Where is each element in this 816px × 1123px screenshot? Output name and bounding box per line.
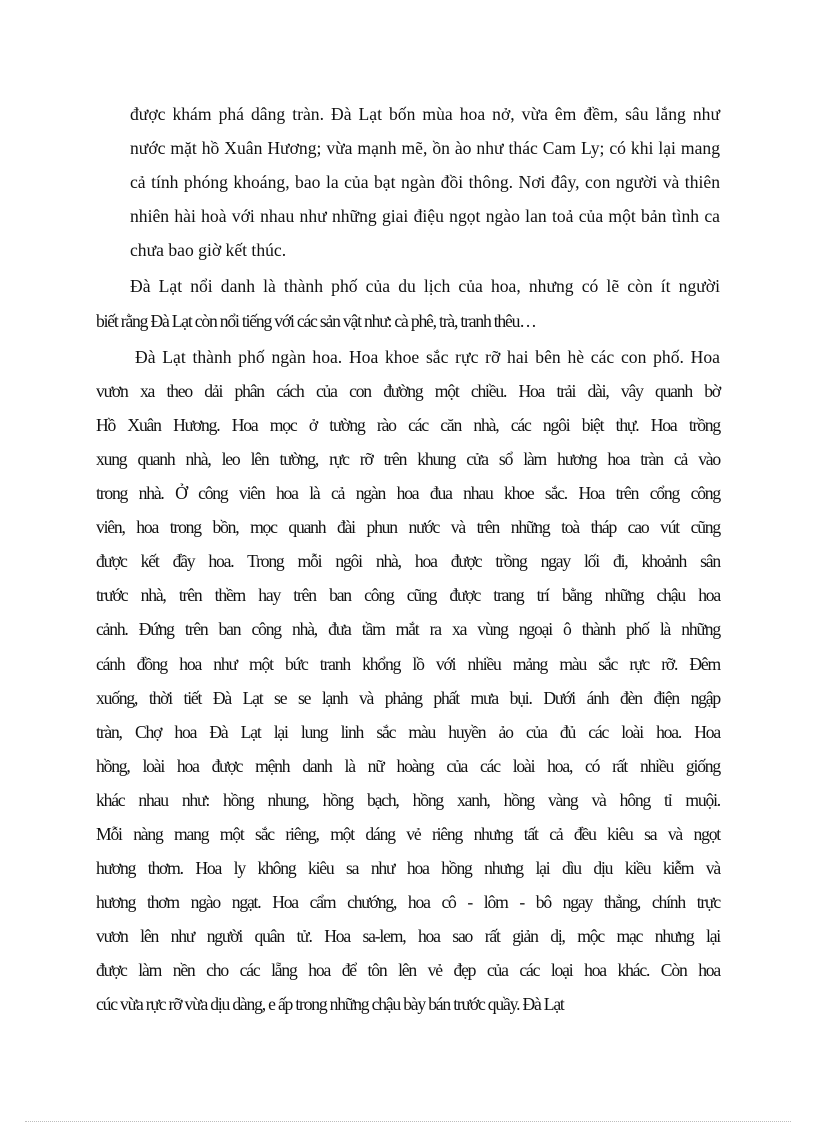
document-page xyxy=(96,97,720,1022)
text-line: cúc vừa rực rỡ vừa dịu dàng, e ấp trong những chậu bày bán trước quầy. Đà Lạt xyxy=(96,994,564,1015)
page-bottom-border xyxy=(25,1121,791,1122)
text-line: vươn lên như người quân tử. Hoa sa-lem, hoa sao rất giản dị, mộc mạc nhưng lại xyxy=(96,926,720,947)
text-line: được khám phá dâng tràn. Đà Lạt bốn mùa hoa nở, vừa êm đềm, sâu lắng như xyxy=(130,104,720,124)
text-line: được kết đầy hoa. Trong mỗi ngôi nhà, hoa được trồng ngay lối đi, khoảnh sân xyxy=(96,551,720,572)
text-line: xuống, thời tiết Đà Lạt se se lạnh và phảng phất mưa bụi. Dưới ánh đèn điện ngập xyxy=(96,687,720,708)
text-line: vươn xa theo dải phân cách của con đường một chiều. Hoa trải dài, vây quanh bờ xyxy=(96,380,720,401)
text-line: hương thơm. Hoa ly không kiêu sa như hoa hồng nhưng lại dìu dịu kiều kiễm và xyxy=(96,858,720,879)
text-line: hồng, loài hoa được mệnh danh là nữ hoàng của các loài hoa, có rất nhiều giống xyxy=(96,755,720,776)
text-line: xung quanh nhà, leo lên tường, rực rỡ trên khung cửa sổ làm hương hoa tràn cả vào xyxy=(96,448,720,469)
paragraph-3 xyxy=(96,340,720,1022)
text-line: trước nhà, trên thềm hay trên ban công cũng được trang trí bằng những chậu hoa xyxy=(96,585,720,606)
text-line: nước mặt hồ Xuân Hương; vừa mạnh mẽ, ồn ào như thác Cam Ly; có khi lại mang xyxy=(130,138,720,159)
paragraph-2 xyxy=(96,269,720,337)
text-line: Đà Lạt thành phố ngàn hoa. Hoa khoe sắc rực rỡ hai bên hè các con phố. Hoa xyxy=(135,346,720,367)
text-line: được làm nền cho các lẵng hoa để tôn lên vẻ đẹp của các loại hoa khác. Còn hoa xyxy=(96,960,720,981)
text-line: tràn, Chợ hoa Đà Lạt lại lung linh sắc màu huyền ảo của đủ các loài hoa. Hoa xyxy=(96,721,720,742)
paragraph-1 xyxy=(130,97,720,267)
text-line: Đà Lạt nổi danh là thành phố của du lịch của hoa, nhưng có lẽ còn ít người xyxy=(130,276,720,297)
text-line: cảnh. Đứng trên ban công nhà, đưa tầm mắt ra xa vùng ngoại ô thành phố là những xyxy=(96,619,720,640)
text-line: Hồ Xuân Hương. Hoa mọc ở tường rào các căn nhà, các ngôi biệt thự. Hoa trồng xyxy=(96,414,720,435)
text-line: cả tính phóng khoáng, bao la của bạt ngàn đồi thông. Nơi đây, con người và thiên xyxy=(130,172,720,193)
text-line: khác nhau như: hồng nhung, hồng bạch, hồng xanh, hồng vàng và hông tỉ muội. xyxy=(96,789,720,810)
text-line: nhiên hài hoà với nhau như những giai điệu ngọt ngào lan toả của một bản tình ca xyxy=(130,206,720,227)
text-line: viên, hoa trong bồn, mọc quanh đài phun nước và trên những toà tháp cao vút cũng xyxy=(96,517,720,538)
text-line: biết rằng Đà Lạt còn nổi tiếng với các sản vật như: cà phê, trà, tranh thêu… xyxy=(96,310,536,331)
text-line: Mỗi nàng mang một sắc riêng, một dáng vẻ riêng nhưng tất cả đều kiêu sa và ngọt xyxy=(96,823,720,844)
text-line: chưa bao giờ kết thúc. xyxy=(130,240,287,261)
text-line: cánh đồng hoa như một bức tranh khổng lồ với nhiều mảng màu sắc rực rỡ. Đêm xyxy=(96,653,720,674)
text-line: trong nhà. Ở công viên hoa là cả ngàn hoa đua nhau khoe sắc. Hoa trên cổng công xyxy=(96,483,720,504)
text-line: hương thơm ngào ngạt. Hoa cẩm chướng, hoa cô - lôm - bô ngay thẳng, chính trực xyxy=(96,892,720,913)
